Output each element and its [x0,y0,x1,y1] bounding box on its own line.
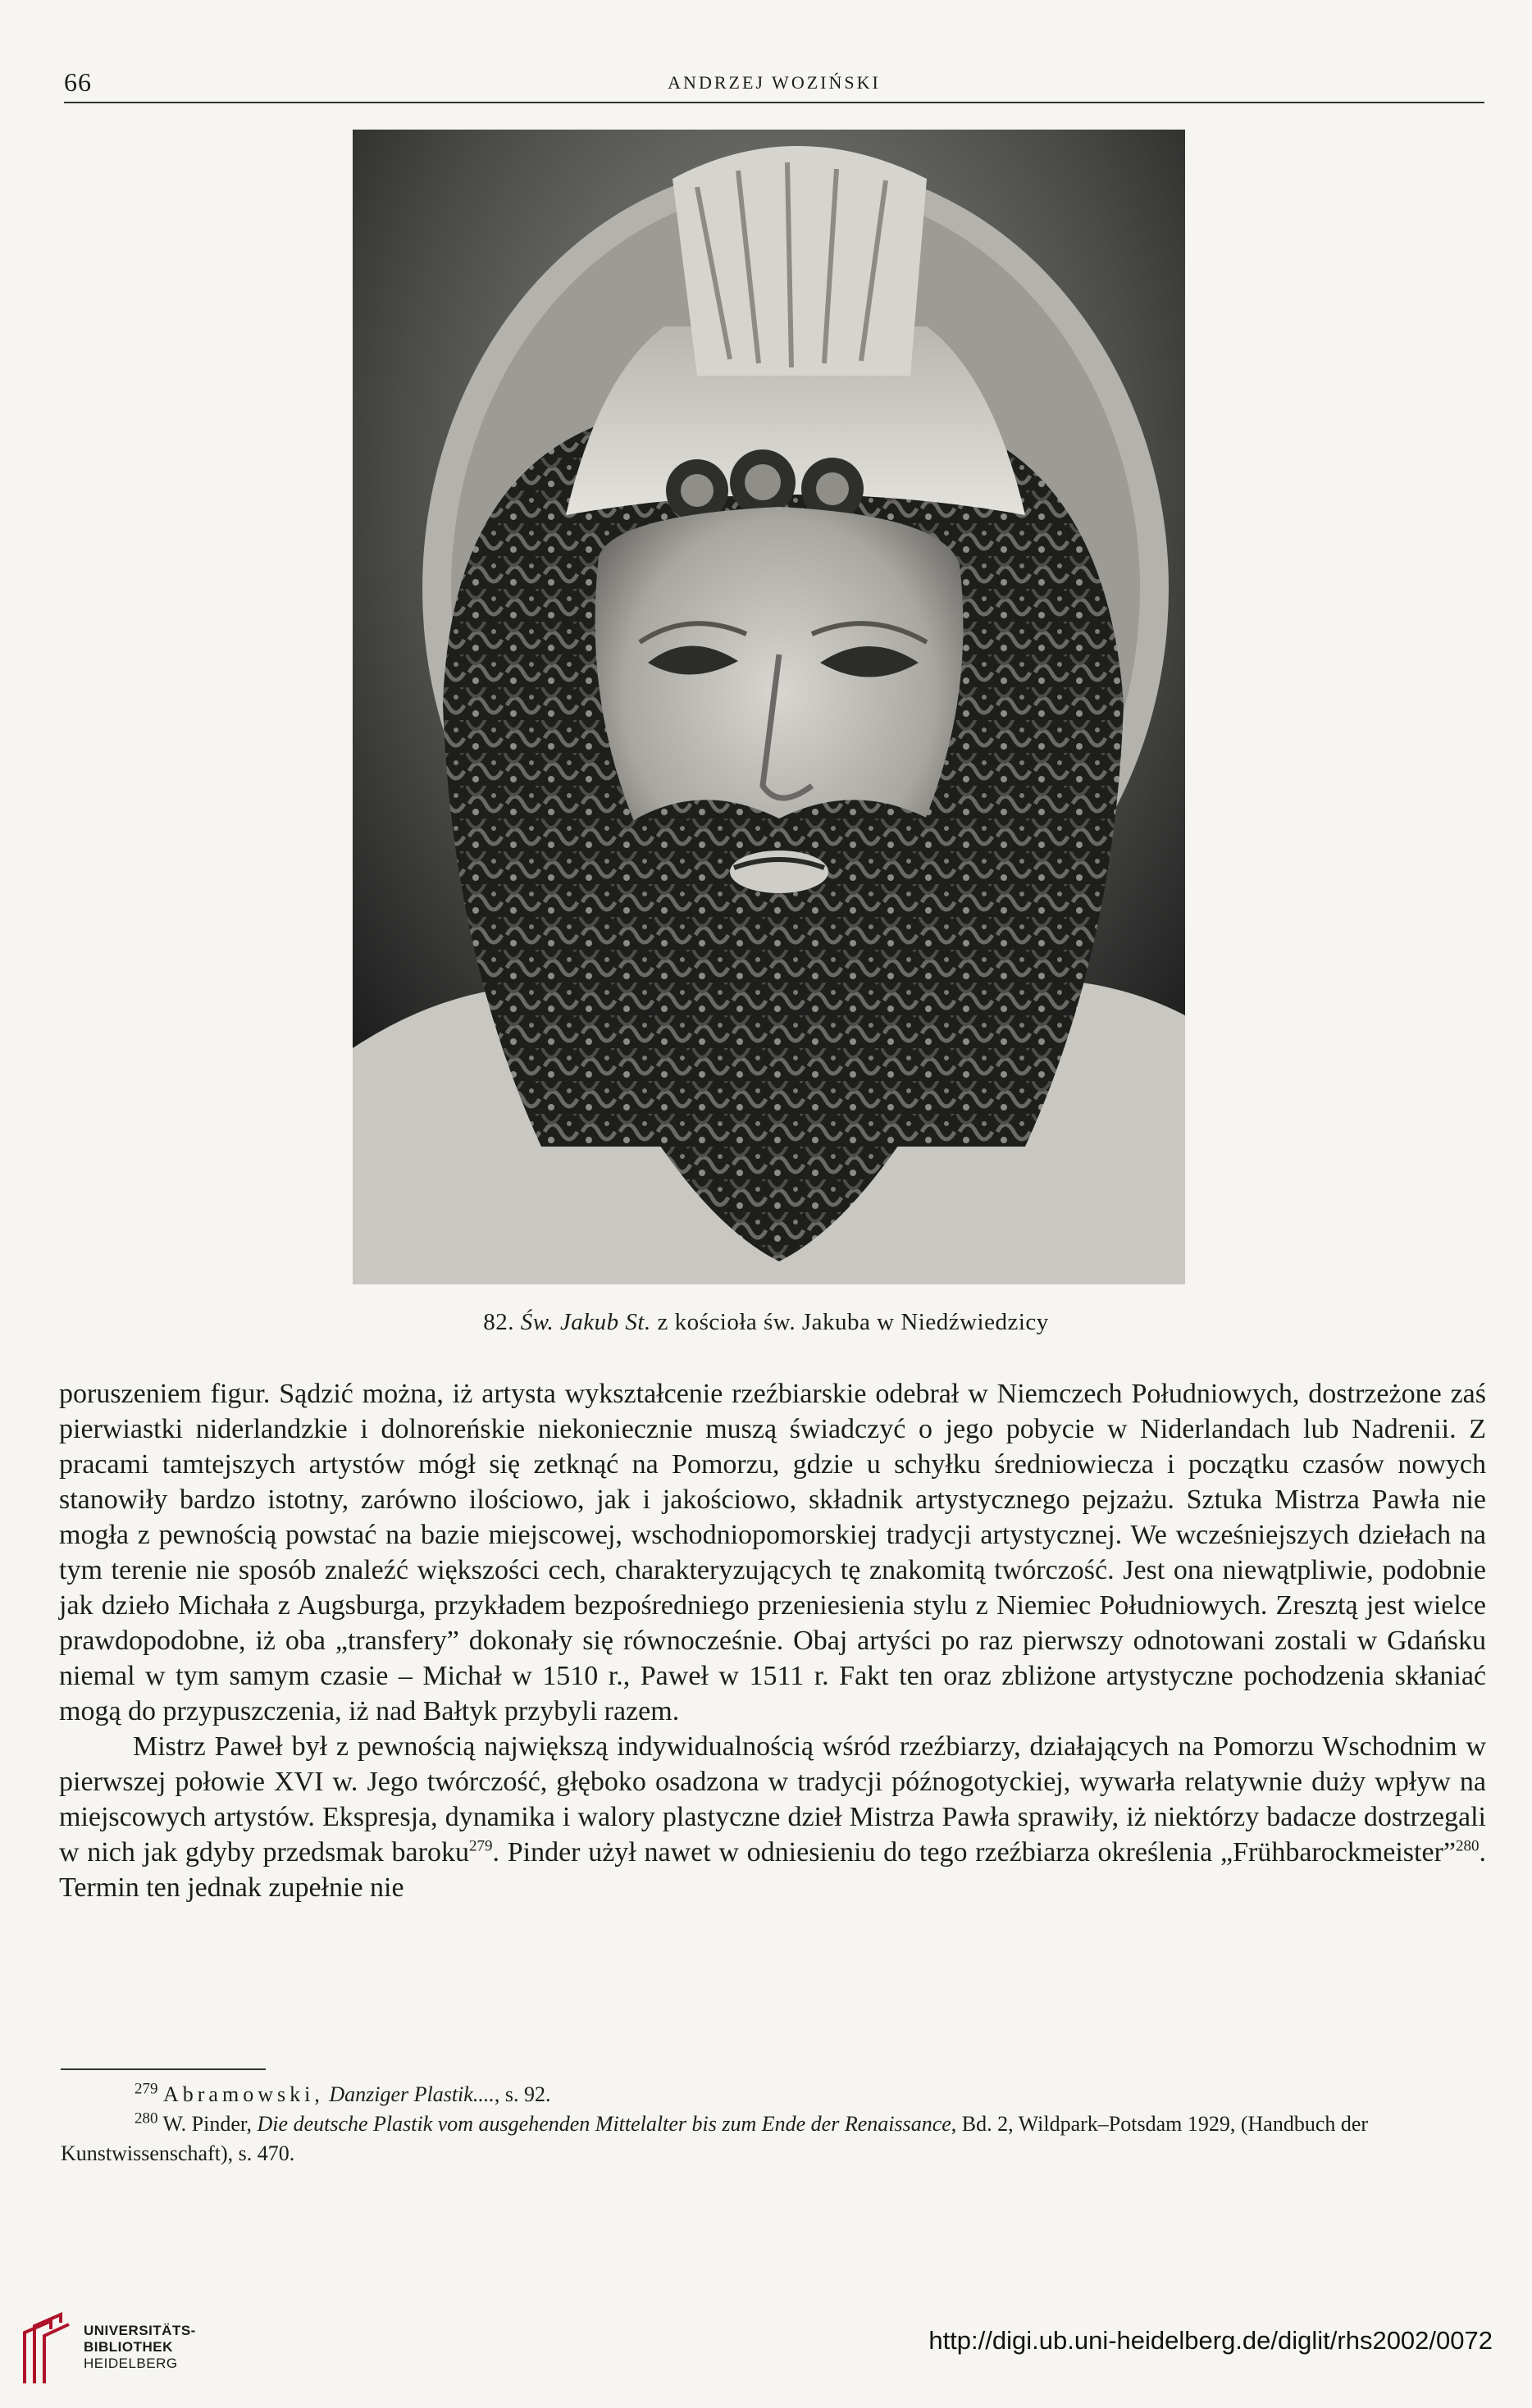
footnote-ref-279[interactable]: 279 [468,1837,493,1855]
figure-caption [0,1309,1532,1336]
paragraph-1: poruszeniem figur. Sądzić można, iż artysta wykształcenie rzeźbiarskie odebrał w Niemczech Południowych, dostrzeżone zaś pierwiastki niderlandzkie i dolnoreńskie niekoniecznie muszą świadczyć o jego pobycie w Niderlandach lub Nadrenii. Z pracami tamtejszych artystów mógł się zetknąć na Pomorzu, gdzie u schyłku średniowiecza i początku czasów nowych stanowiły bardzo istotny, zarówno ilościowo, jak i jakościowo, składnik artystycznego pejzażu. Sztuka Mistrza Pawła nie mogła z pewnością powstać na bazie miejscowej, wschodniopomorskiej tradycji artystycznej. We wcześniejszych dziełach na tym terenie nie sposób znaleźć większości cech, charakteryzujących tę znakomitą twórczość. Jest ona niewątpliwie, podobnie jak dzieło Michała z Augsburga, przykładem bezpośredniego przeniesienia stylu z Niemiec Południowych. Zresztą jest wielce prawdopodobne, iż oba „transfery” dokonały się równocześnie. Obaj artyści po raz pierwszy odnotowani zostali w Gdańsku niemal w tym samym czasie – Michał w 1510 r., Paweł w 1511 r. Fakt ten oraz zbliżone artystyczne pochodzenia skłaniać mogą do przypuszczenia, iż nad Bałtyk przybyli razem. [59,1379,1486,1726]
footnote-ref-280[interactable]: 280 [1455,1837,1480,1855]
caption-title: Św. Jakub St. [520,1309,651,1335]
sculpture-photograph [353,130,1185,1284]
source-url-link[interactable]: http://digi.ub.uni-heidelberg.de/diglit/rhs2002/0072 [928,2326,1493,2355]
footnote-divider [61,2068,266,2070]
page-number: 66 [64,67,92,97]
footnotes [61,2080,1484,2169]
paragraph-2: Mistrz Paweł był z pewnością największą indywidualnością wśród rzeźbiarzy, działających na Pomorzu Wschodnim w pierwszej połowie XVI w. Jego twórczość, głęboko osadzona w tradycji późnogotyckiej, wywarła relatywnie duży wpływ na miejscowych artystów. Ekspresja, dynamika i walory plastyczne dzieł Mistrza Pawła sprawiły, iż niektórzy badacze dostrzegali w nich jak gdyby przedsmak baroku$^{279}$. Pinder użył nawet w odniesieniu do tego rzeźbiarza określenia „Frühbarockmeister”$^{280}$. Termin ten jednak zupełnie nie [59,1731,1486,1903]
library-logo-icon [18,2311,71,2385]
footnote-279: $^{279}$ Abramowski, Danziger Plastik...., s. 92. [135,2080,551,2106]
caption-text: z kościoła św. Jakuba w Niedźwiedzicy [657,1309,1049,1335]
running-head [64,66,1484,103]
caption-number: 82. [483,1309,514,1335]
sculpture-image [353,130,1185,1284]
library-name: UNIVERSITÄTS- BIBLIOTHEK HEIDELBERG [84,2323,196,2371]
body-text [59,1376,1486,1905]
footnote-280: $^{280}$ W. Pinder, Die deutsche Plastik vom ausgehenden Mittelalter bis zum Ende der Renaissance, Bd. 2, Wildpark–Potsdam 1929, (Handbuch der Kunstwissenschaft), s. 470. [61,2109,1369,2165]
running-head-author: ANDRZEJ WOZIŃSKI [668,72,881,93]
